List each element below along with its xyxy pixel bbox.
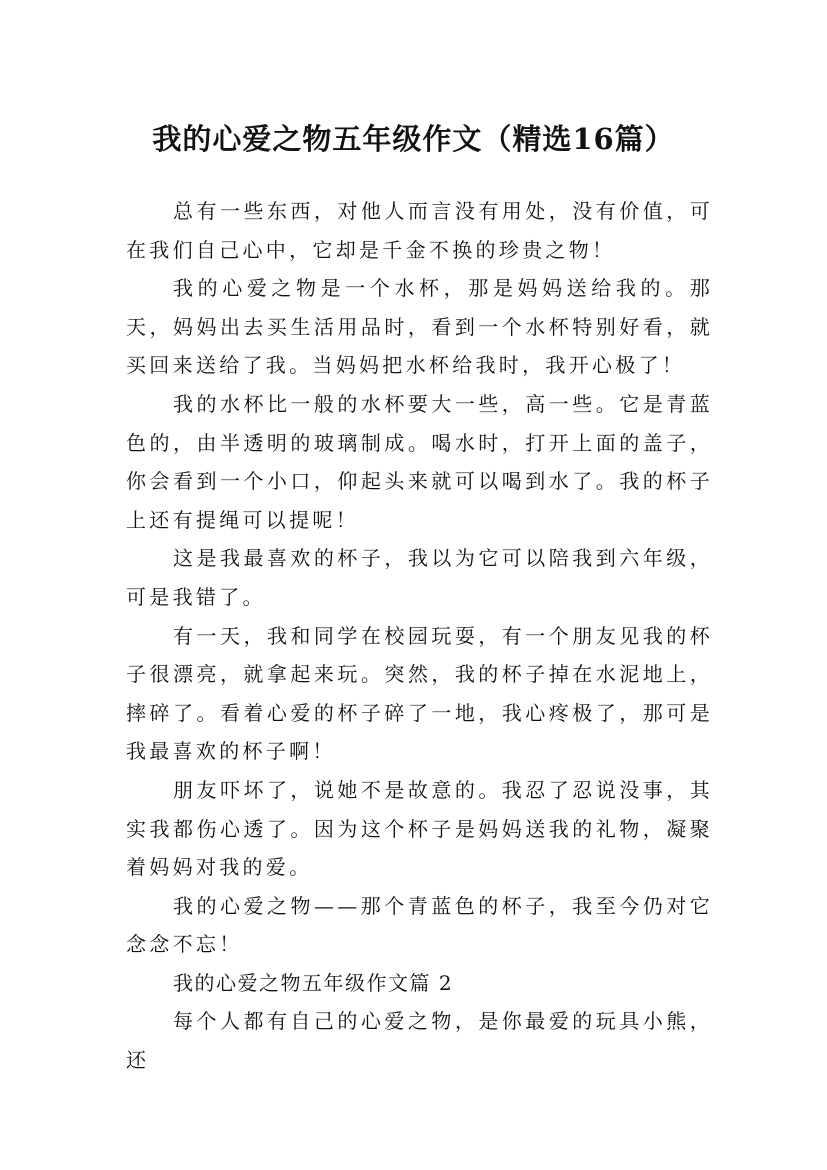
paragraph: 这是我最喜欢的杯子，我以为它可以陪我到六年级，可是我错了。 [126,546,713,609]
section-heading: 我的心爱之物五年级作文篇 2 [173,970,454,995]
document-title: 我的心爱之物五年级作文（精选16篇） [152,122,675,157]
paragraph: 每个人都有自己的心爱之物，是你最爱的玩具小熊，还 [126,1009,713,1073]
document-body [126,192,713,1080]
paragraph: 朋友吓坏了，说她不是故意的。我忍了忍说没事，其实我都伤心透了。因为这个杯子是妈妈送我的礼物，凝聚着妈妈对我的爱。 [126,777,713,880]
paragraph: 我的心爱之物——那个青蓝色的杯子，我至今仍对它念念不忘！ [126,893,713,957]
paragraph: 有一天，我和同学在校园玩耍，有一个朋友见我的杯子很漂亮，就拿起来玩。突然，我的杯子掉在水泥地上，摔碎了。看着心爱的杯子碎了一地，我心疼极了，那可是我最喜欢的杯子啊！ [126,623,713,764]
paragraph: 我的心爱之物是一个水杯，那是妈妈送给我的。那天，妈妈出去买生活用品时，看到一个水杯特别好看，就买回来送给了我。当妈妈把水杯给我时，我开心极了！ [126,276,713,378]
paragraph: 总有一些东西，对他人而言没有用处，没有价值，可在我们自己心中，它却是千金不换的珍贵之物！ [126,199,713,262]
paragraph: 我的水杯比一般的水杯要大一些，高一些。它是青蓝色的，由半透明的玻璃制成。喝水时，打开上面的盖子，你会看到一个小口，仰起头来就可以喝到水了。我的杯子上还有提绳可以提呢！ [126,391,713,532]
